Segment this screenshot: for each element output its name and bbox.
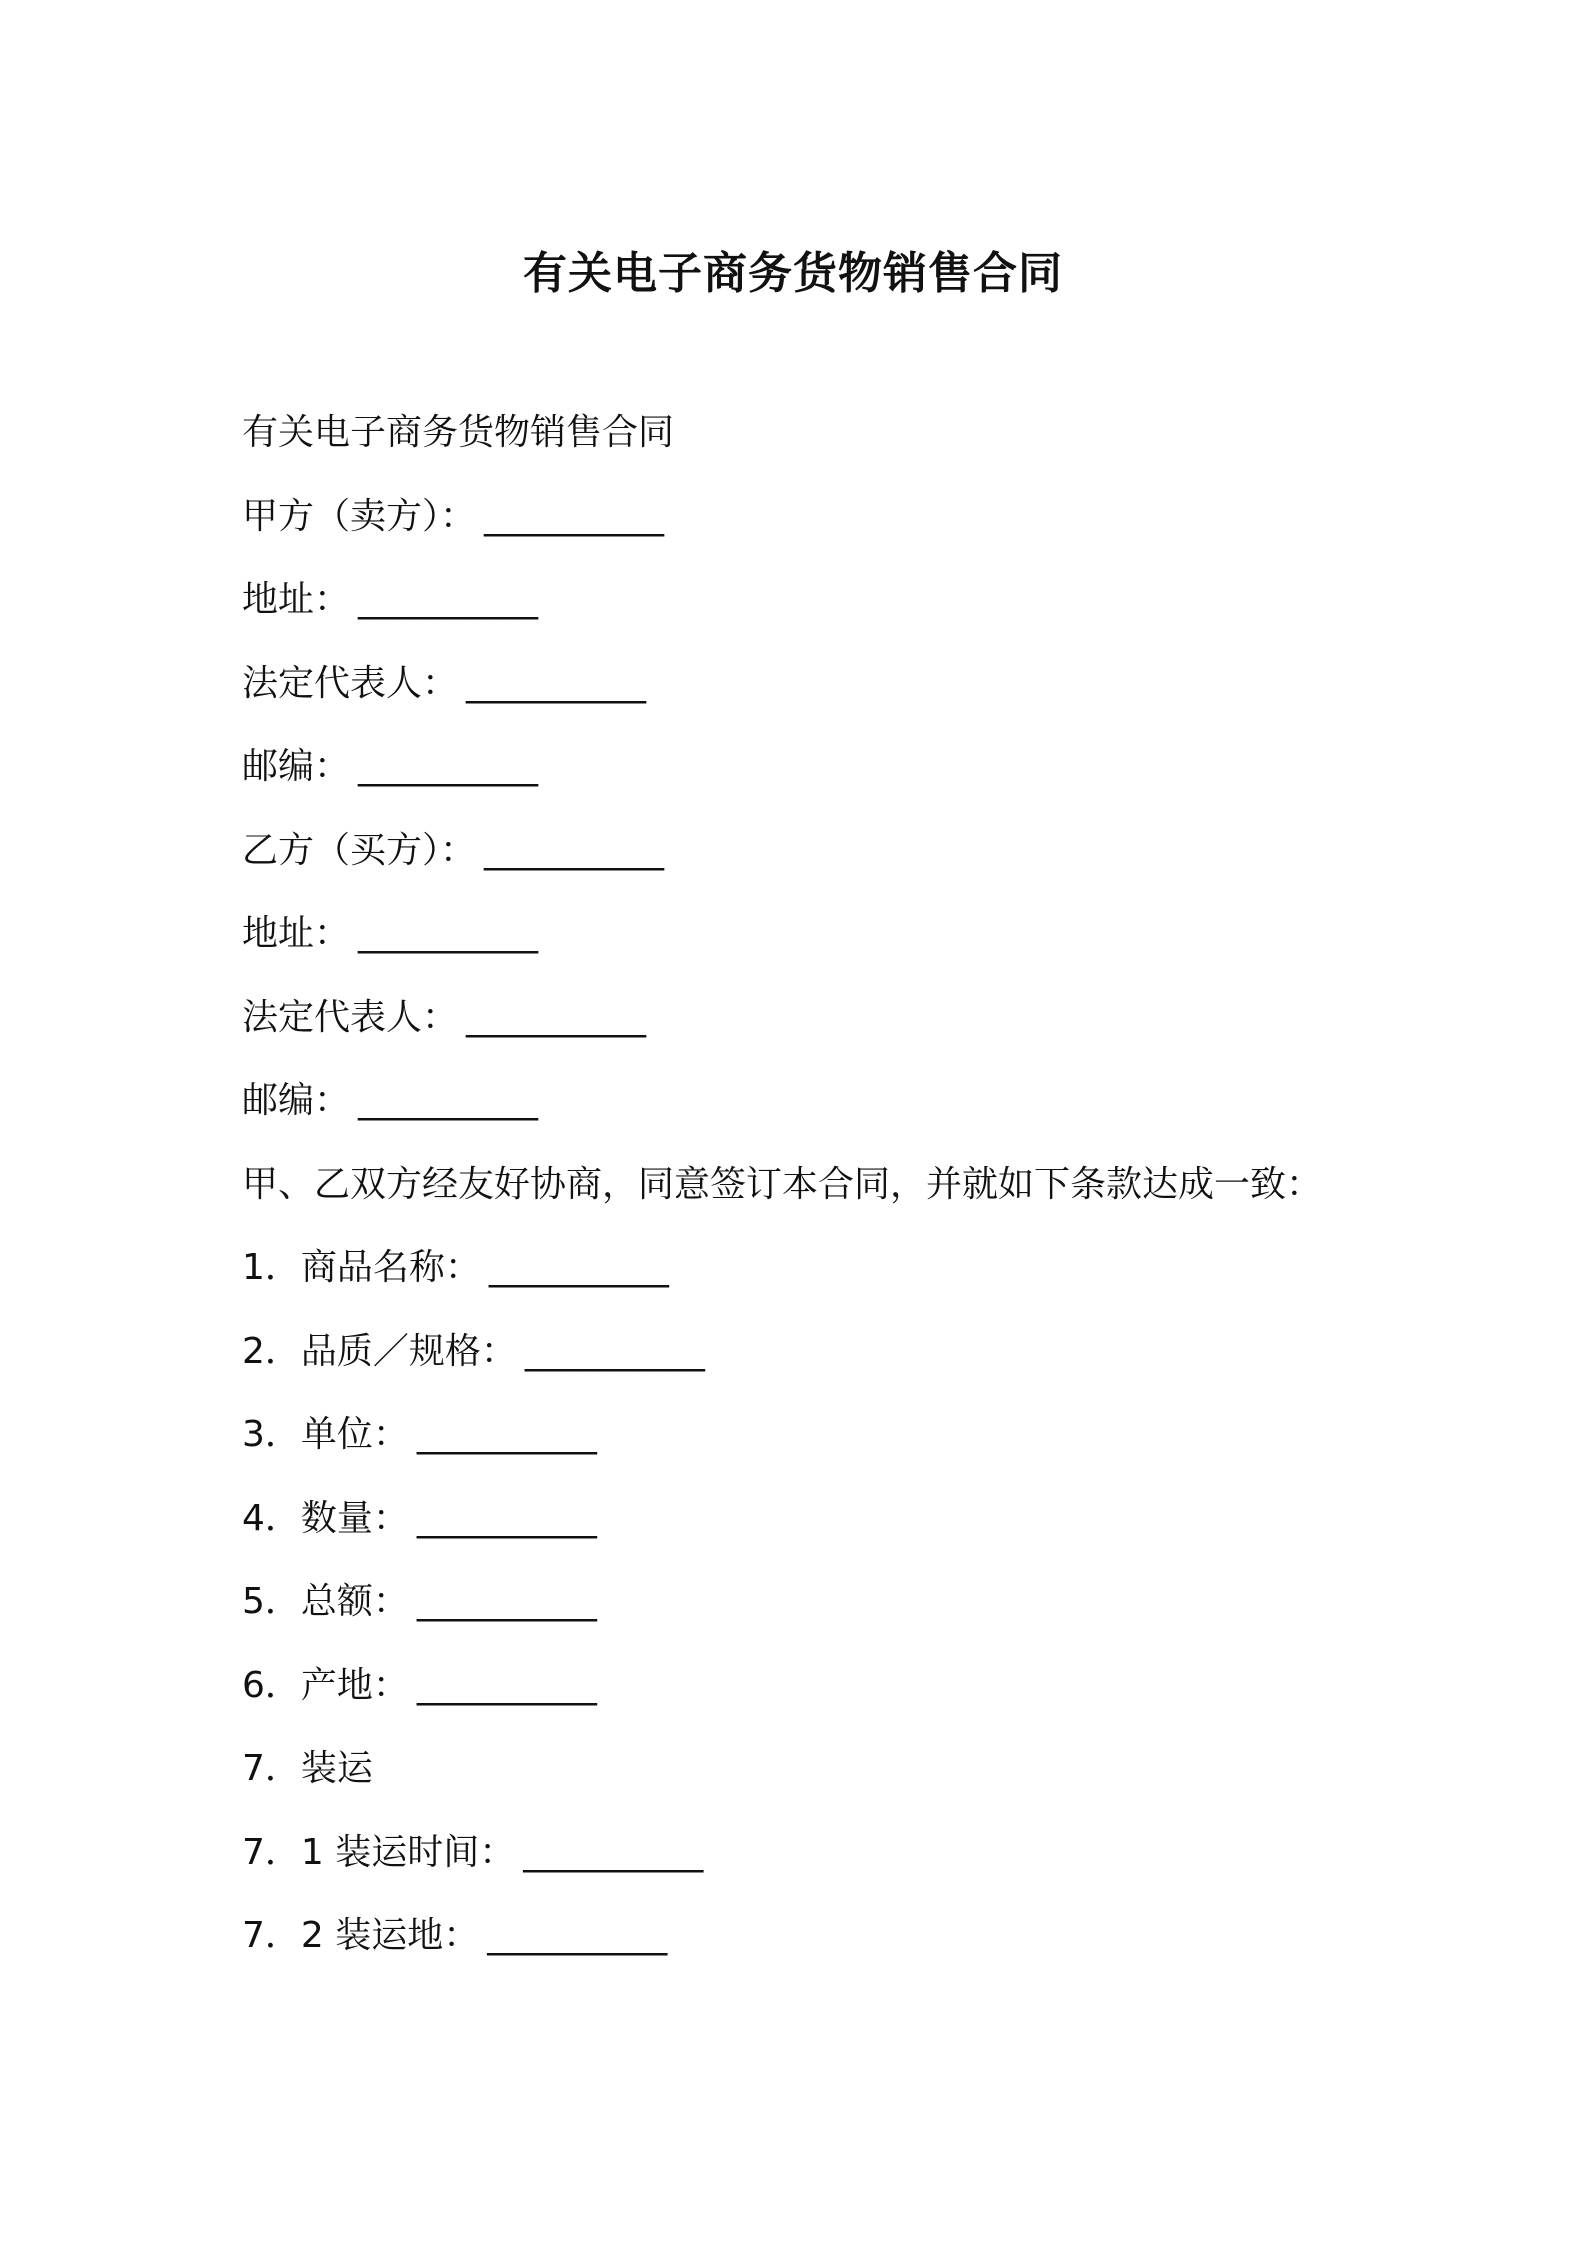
- fill-in-blank: __________: [523, 1831, 704, 1873]
- fill-in-blank: __________: [484, 829, 665, 871]
- fill-in-blank: __________: [416, 1581, 597, 1622]
- line-text: 甲方（卖方）：: [242, 495, 477, 537]
- fill-in-blank: __________: [358, 579, 539, 620]
- line-text: 4．数量：: [242, 1497, 409, 1539]
- fill-in-blank: __________: [416, 1497, 597, 1539]
- fill-in-blank: __________: [416, 1414, 597, 1455]
- line-text: 3．单位：: [242, 1414, 409, 1455]
- line-text: 5．总额：: [242, 1581, 409, 1622]
- document-title: 有关电子商务货物销售合同: [523, 248, 1063, 300]
- contract-body: [242, 408, 1442, 1995]
- document-line: [242, 408, 1442, 492]
- line-text: 法定代表人：: [242, 996, 459, 1038]
- line-text: 有关电子商务货物销售合同: [242, 412, 675, 453]
- line-text: 甲、乙双方经友好协商，同意签订本合同，并就如下条款达成一致：: [242, 1163, 1323, 1205]
- document-line: [242, 1243, 1442, 1327]
- line-text: 地址：: [242, 579, 351, 620]
- document-line: [242, 1828, 1442, 1912]
- line-text: 7．1 装运时间：: [242, 1831, 516, 1873]
- document-line: [242, 1494, 1442, 1578]
- line-text: 邮编：: [242, 1080, 351, 1121]
- line-text: 7．2 装运地：: [242, 1915, 480, 1956]
- document-line: [242, 1160, 1442, 1244]
- document-line: [242, 1327, 1442, 1411]
- line-text: 法定代表人：: [242, 662, 459, 704]
- fill-in-blank: __________: [488, 1247, 669, 1288]
- line-text: 7．装运: [242, 1748, 373, 1789]
- line-text: 乙方（买方）：: [242, 829, 477, 871]
- document-line: [242, 1577, 1442, 1661]
- line-text: 地址：: [242, 913, 351, 954]
- document-line: [242, 1661, 1442, 1745]
- document-line: [242, 826, 1442, 910]
- document-line: [242, 575, 1442, 659]
- document-line: [242, 659, 1442, 743]
- fill-in-blank: __________: [466, 996, 647, 1038]
- document-line: [242, 909, 1442, 993]
- line-text: 邮编：: [242, 746, 351, 787]
- line-text: 6．产地：: [242, 1664, 409, 1706]
- line-text: 1．商品名称：: [242, 1247, 481, 1288]
- document-line: [242, 1410, 1442, 1494]
- fill-in-blank: __________: [466, 662, 647, 704]
- fill-in-blank: __________: [487, 1915, 668, 1956]
- document-line: [242, 492, 1442, 576]
- fill-in-blank: __________: [524, 1330, 705, 1372]
- fill-in-blank: __________: [358, 746, 539, 787]
- line-text: 2．品质／规格：: [242, 1330, 517, 1372]
- document-line: [242, 742, 1442, 826]
- document-line: [242, 1076, 1442, 1160]
- document-line: [242, 1744, 1442, 1828]
- document-line: [242, 1911, 1442, 1995]
- fill-in-blank: __________: [358, 1080, 539, 1121]
- fill-in-blank: __________: [358, 913, 539, 954]
- document-line: [242, 993, 1442, 1077]
- fill-in-blank: __________: [416, 1664, 597, 1706]
- fill-in-blank: __________: [484, 495, 665, 537]
